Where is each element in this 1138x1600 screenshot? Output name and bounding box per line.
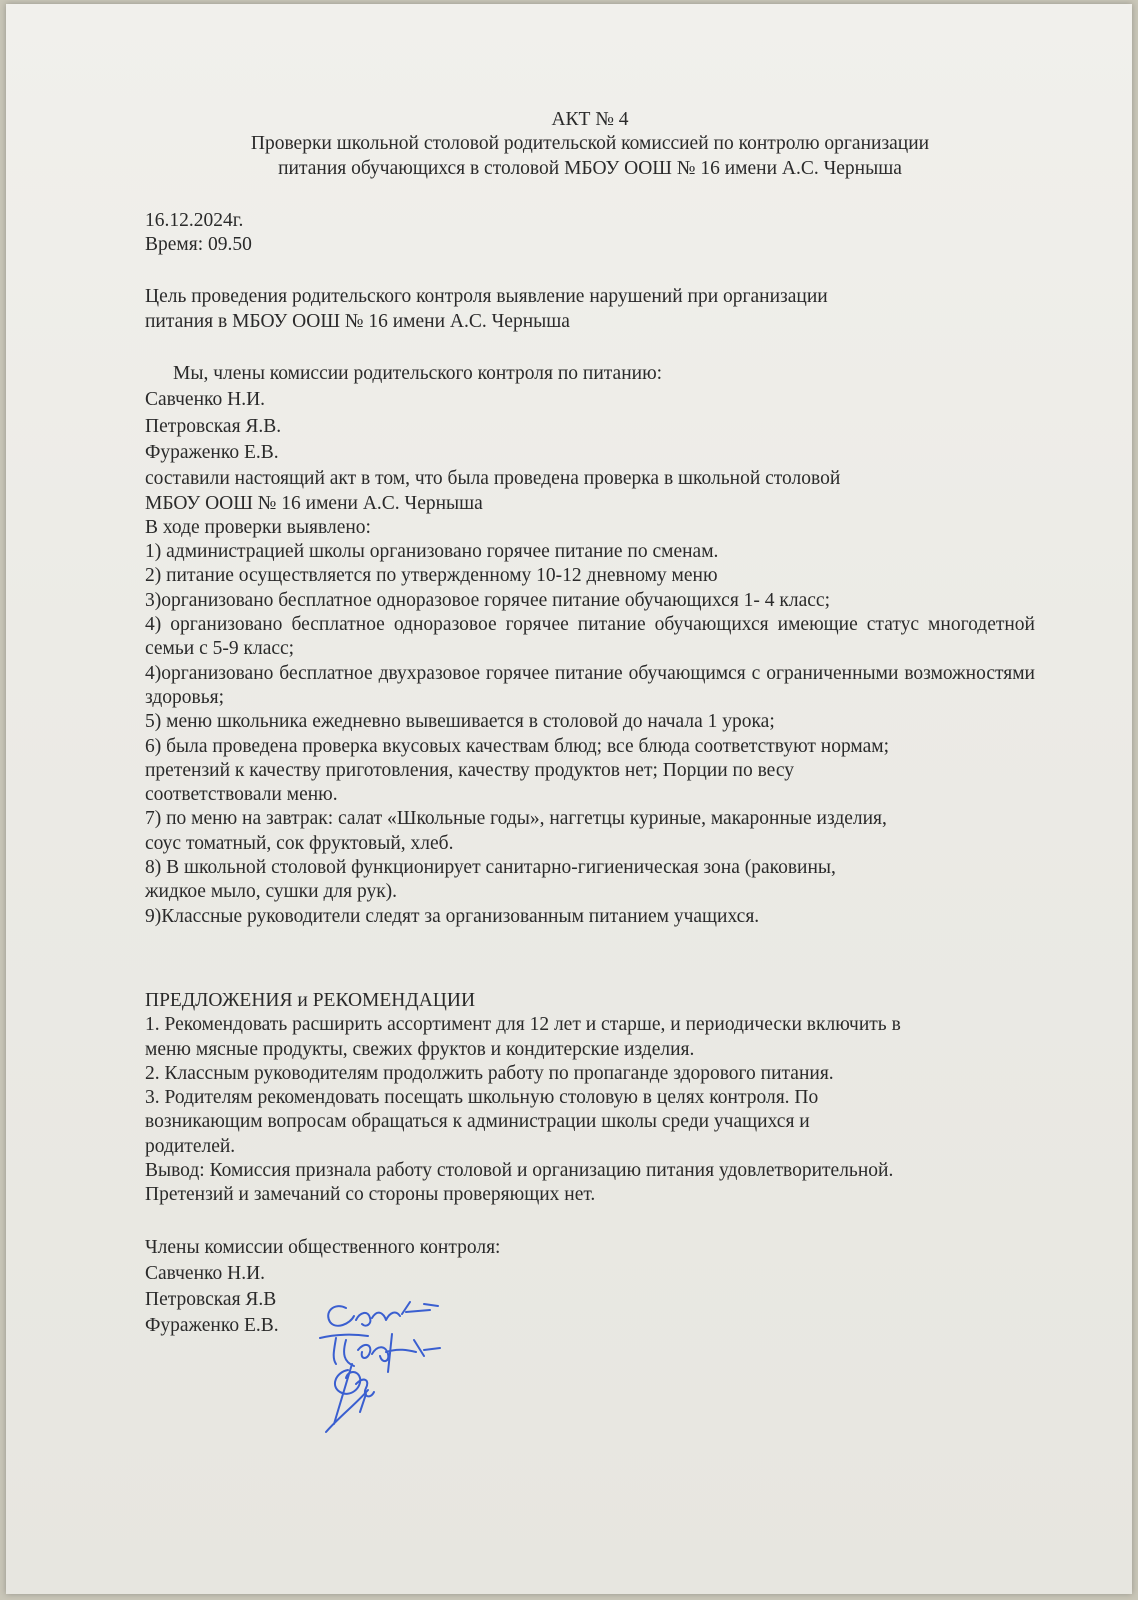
conclusion-line-1: Вывод: Комиссия признала работу столовой и организацию питания удовлетворительной. <box>145 1159 894 1181</box>
finding-item: 5) меню школьника ежедневно вывешивается в столовой до начала 1 урока; <box>145 711 775 733</box>
finding-item: 4) организовано бесплатное одноразовое горячее питание обучающихся имеющие статус многодетной семьи с 5-9 класс; <box>145 614 1035 660</box>
handwritten-signatures <box>306 1294 466 1464</box>
commission-member-1: Савченко Н.И. <box>145 389 266 411</box>
commission-statement-line-1: составили настоящий акт в том, что была проведена проверка в школьной столовой <box>145 468 841 490</box>
commission-member-3: Фураженко Е.В. <box>145 441 279 463</box>
recommendation-item-continued: меню мясные продукты, свежих фруктов и кондитерские изделия. <box>145 1038 695 1060</box>
recommendation-item-continued: родителей. <box>145 1135 236 1157</box>
finding-item: 2) питание осуществляется по утвержденному 10-12 дневному меню <box>145 565 718 587</box>
commission-statement-line-2: МБОУ ООШ № 16 имени А.С. Черныша <box>145 492 483 514</box>
document-page <box>6 4 1132 1594</box>
recommendations-heading: ПРЕДЛОЖЕНИЯ и РЕКОМЕНДАЦИИ <box>145 989 476 1011</box>
signature-1 <box>328 1302 438 1326</box>
document-subtitle-line-2: питания обучающихся в столовой МБОУ ООШ № 16 имени А.С. Черныша <box>278 157 902 179</box>
finding-item: 6) была проведена проверка вкусовых качествам блюд; все блюда соответствуют нормам; <box>145 735 890 757</box>
signatory-name-1: Савченко Н.И. <box>145 1262 266 1284</box>
purpose-line-2: питания в МБОУ ООШ № 16 имени А.С. Черныша <box>145 310 570 332</box>
recommendation-item-continued: возникающим вопросам обращаться к администрации школы среди учащихся и <box>145 1111 810 1133</box>
finding-item: 9)Классные руководители следят за организованным питанием учащихся. <box>145 905 760 927</box>
recommendation-item: 3. Родителям рекомендовать посещать школьную столовую в целях контроля. По <box>145 1087 819 1109</box>
signature-3 <box>326 1364 374 1432</box>
finding-item: 4)организовано бесплатное двухразовое горячее питание обучающимся с ограниченными возможностями здоровья; <box>145 662 1035 708</box>
inspection-date: 16.12.2024г. <box>145 209 244 231</box>
purpose-line-1: Цель проведения родительского контроля выявление нарушений при организации <box>145 286 828 308</box>
finding-item-continued: претензий к качеству приготовления, качеству продуктов нет; Порции по весу <box>145 759 794 781</box>
recommendation-item: 2. Классным руководителям продолжить работу по пропаганде здорового питания. <box>145 1062 834 1084</box>
commission-intro: Мы, члены комиссии родительского контроля по питанию: <box>173 363 663 385</box>
document-subtitle-line-1: Проверки школьной столовой родительской комиссией по контролю организации <box>250 133 930 155</box>
finding-item-continued: жидкое мыло, сушки для рук). <box>145 881 398 903</box>
signatory-name-2: Петровская Я.В <box>145 1289 277 1311</box>
commission-member-2: Петровская Я.В. <box>145 415 282 437</box>
finding-item: 1) администрацией школы организовано горячее питание по сменам. <box>145 541 719 563</box>
finding-item: 8) В школьной столовой функционирует санитарно-гигиеническая зона (раковины, <box>145 857 836 879</box>
findings-heading: В ходе проверки выявлено: <box>145 516 371 538</box>
finding-item-continued: соответствовали меню. <box>145 784 338 806</box>
signatory-name-3: Фураженко Е.В. <box>145 1315 279 1337</box>
conclusion-line-2: Претензий и замечаний со стороны проверяющих нет. <box>145 1184 596 1206</box>
recommendation-item: 1. Рекомендовать расширить ассортимент для 12 лет и старше, и периодически включить в <box>145 1014 901 1036</box>
document-body <box>145 108 1035 1341</box>
inspection-time: Время: 09.50 <box>145 234 252 256</box>
document-title: АКТ № 4 <box>551 109 629 130</box>
signatures-heading: Члены комиссии общественного контроля: <box>145 1236 501 1258</box>
finding-item: 3)организовано бесплатное одноразовое горячее питание обучающихся 1- 4 класс; <box>145 589 830 611</box>
signature-2 <box>320 1334 440 1372</box>
finding-item-continued: соус томатный, сок фруктовый, хлеб. <box>145 832 454 854</box>
finding-item: 7) по меню на завтрак: салат «Школьные годы», наггетцы куриные, макаронные изделия, <box>145 808 887 830</box>
